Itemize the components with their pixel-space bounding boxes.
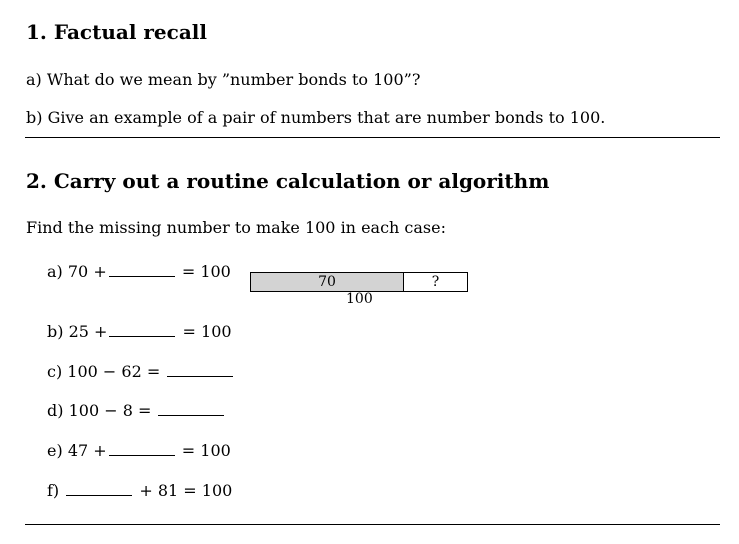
item-expression-after: = 100: [181, 262, 231, 281]
answer-blank[interactable]: [66, 481, 132, 496]
section-2-heading: 2. Carry out a routine calculation or algorithm: [26, 169, 550, 193]
item-expression-before: 70 +: [67, 262, 107, 281]
item-f: [47, 481, 232, 500]
item-b: [47, 322, 232, 341]
item-expression-after: = 100: [182, 322, 232, 341]
item-expression-after: = 100: [181, 441, 231, 460]
section-1-heading: 1. Factual recall: [26, 20, 207, 44]
item-e: [47, 441, 231, 460]
answer-blank[interactable]: [109, 262, 175, 277]
item-expression-before: 100 − 8 =: [68, 401, 152, 420]
instruction-text: Find the missing number to make 100 in each case:: [26, 218, 446, 237]
answer-blank[interactable]: [167, 362, 233, 377]
item-expression-after: + 81 = 100: [139, 481, 233, 500]
bar-known-part: 70: [251, 273, 404, 291]
item-label: d): [47, 401, 64, 420]
answer-blank[interactable]: [109, 322, 175, 337]
item-expression-before: 100 − 62 =: [67, 362, 161, 381]
item-expression-before: 25 +: [68, 322, 108, 341]
item-label: f): [47, 481, 60, 500]
bar-model: [250, 272, 468, 292]
answer-blank[interactable]: [109, 441, 175, 456]
item-expression-before: 47 +: [67, 441, 107, 460]
item-label: a): [47, 262, 63, 281]
section-divider: [25, 137, 720, 138]
answer-blank[interactable]: [158, 401, 224, 416]
item-label: b): [47, 322, 64, 341]
bar-unknown-part: ?: [404, 273, 467, 291]
bottom-divider: [25, 524, 720, 525]
item-label: e): [47, 441, 63, 460]
item-label: c): [47, 362, 63, 381]
question-1b: b) Give an example of a pair of numbers that are number bonds to 100.: [26, 108, 606, 127]
item-a: [47, 262, 231, 281]
item-c: [47, 362, 235, 381]
bar-total-label: 100: [346, 291, 373, 307]
question-1a: a) What do we mean by ”number bonds to 100”?: [26, 70, 421, 89]
item-d: [47, 401, 226, 420]
